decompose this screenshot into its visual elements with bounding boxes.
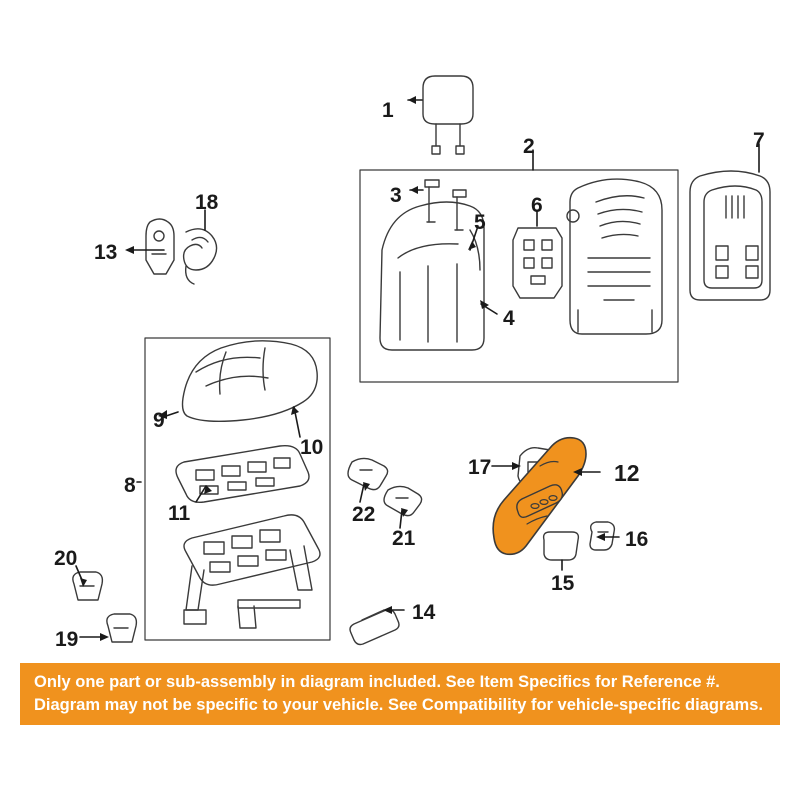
part-hook-18: [184, 229, 217, 284]
callout-18: 18: [195, 191, 219, 214]
part-clip-19: [107, 614, 137, 642]
callout-22: 22: [352, 503, 376, 526]
callout-7: 7: [753, 129, 765, 152]
callout-9: 9: [153, 409, 165, 432]
part-bracket-13: [146, 219, 174, 274]
part-seat-back-panel: [690, 171, 770, 300]
callout-8: 8: [124, 474, 136, 497]
callout-6: 6: [531, 194, 543, 217]
part-seat-side-trim-highlighted: [493, 438, 586, 555]
callout-19: 19: [55, 628, 79, 651]
callout-3: 3: [390, 184, 402, 207]
callout-10: 10: [300, 436, 324, 459]
disclaimer-banner: [20, 663, 780, 725]
disclaimer-line-2: Diagram may not be specific to your vehicle. See Compatibility for vehicle-specific diagrams.: [34, 696, 763, 715]
callout-4: 4: [503, 307, 515, 330]
callout-2: 2: [523, 135, 535, 158]
callout-21: 21: [392, 527, 416, 550]
callout-15: 15: [551, 572, 575, 595]
callout-17: 17: [468, 456, 492, 479]
group-box-cushion: [145, 338, 330, 640]
callout-11: 11: [168, 502, 191, 525]
part-headrest: [423, 76, 473, 154]
callout-1: 1: [382, 99, 394, 122]
callout-14: 14: [412, 601, 436, 624]
disclaimer-line-1: Only one part or sub-assembly in diagram included. See Item Specifics for Reference #.: [34, 673, 720, 691]
callout-20: 20: [54, 547, 78, 570]
callout-12: 12: [614, 460, 640, 486]
callout-16: 16: [625, 528, 649, 551]
part-strip-14: [350, 610, 399, 645]
part-clip-20: [73, 572, 103, 600]
callout-13: 13: [94, 241, 118, 264]
callout-5: 5: [474, 211, 486, 234]
part-pad-15: [544, 532, 579, 560]
